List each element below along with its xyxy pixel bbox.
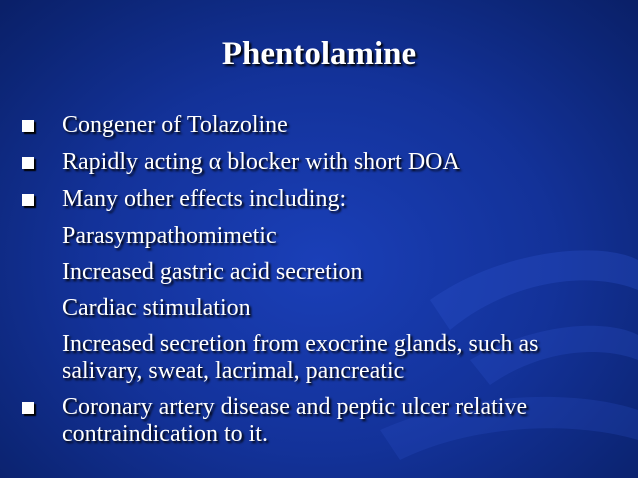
slide-title: Phentolamine: [221, 36, 417, 72]
list-item-text: Increased secretion from exocrine glands, such as salivary, sweat, lacrimal, pancreatic: [62, 331, 539, 384]
list-item-text: Many other effects including:: [62, 186, 347, 212]
list-item-text: Increased gastric acid secretion: [62, 259, 363, 285]
sub-list-item: [22, 295, 622, 322]
list-item-text: Rapidly acting α blocker with short DOA: [62, 149, 460, 175]
list-item: [22, 149, 622, 176]
list-item: [22, 112, 622, 139]
square-bullet-icon: [22, 120, 34, 132]
bullet-list: [22, 112, 622, 458]
list-item-text: Cardiac stimulation: [62, 295, 251, 321]
list-item: [22, 394, 622, 448]
square-bullet-icon: [22, 194, 34, 206]
square-bullet-icon: [22, 157, 34, 169]
list-item-text: Coronary artery disease and peptic ulcer relative contraindication to it.: [62, 394, 528, 447]
sub-list-item: [22, 223, 622, 250]
list-item: [22, 186, 622, 213]
square-bullet-icon: [22, 402, 34, 414]
sub-list-item: [22, 331, 622, 385]
sub-list-item: [22, 259, 622, 286]
list-item-text: Congener of Tolazoline: [62, 112, 288, 138]
list-item-text: Parasympathomimetic: [62, 223, 277, 249]
